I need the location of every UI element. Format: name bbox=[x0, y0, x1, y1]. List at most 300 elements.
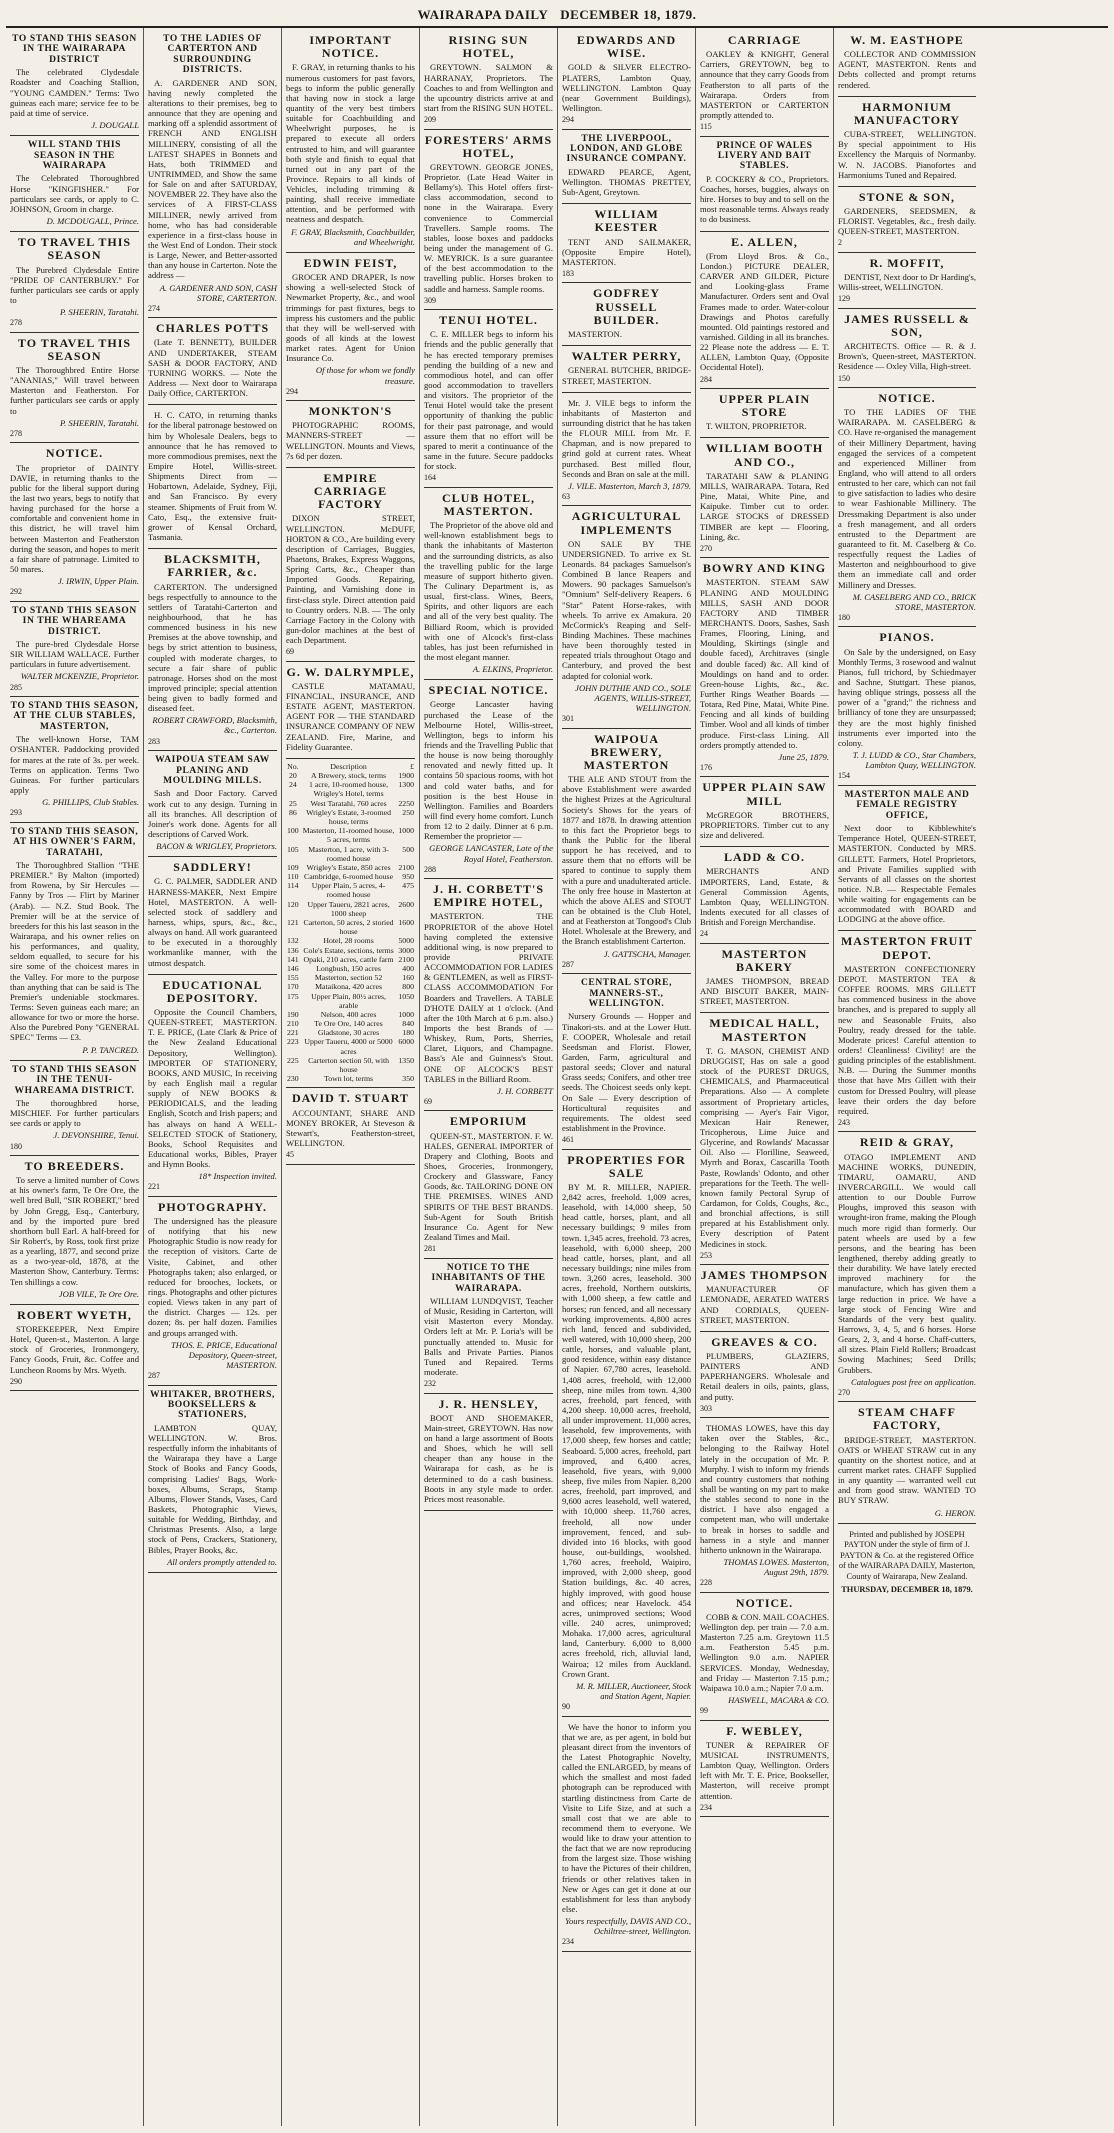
ad-number: 180 bbox=[10, 1141, 22, 1151]
ad-title: REID & GRAY, bbox=[859, 1135, 955, 1150]
column-4 bbox=[420, 28, 558, 2126]
ad-body: PLUMBERS, GLAZIERS, PAINTERS AND PAPERHANGERS. Wholesale and Retail dealers in oils, paints, glass, and putty. bbox=[700, 1351, 829, 1402]
ad-signature: A. ELKINS, Proprietor. bbox=[472, 664, 553, 675]
ad-number: 278 bbox=[10, 318, 22, 328]
table-cell: 25 bbox=[288, 798, 297, 808]
table-row bbox=[286, 1074, 415, 1083]
advertisement bbox=[700, 389, 829, 439]
table-row bbox=[286, 1028, 415, 1037]
advertisement bbox=[838, 931, 976, 1132]
masthead-date: DECEMBER 18, 1879. bbox=[560, 7, 697, 22]
advertisement bbox=[10, 1156, 139, 1305]
ad-signature: JOHN DUTHIE AND CO., SOLE AGENTS, WILLIS-STREET, WELLINGTON. bbox=[575, 682, 691, 713]
table-cell: 1900 bbox=[398, 771, 414, 781]
table-cell: Masterton, 1 acre, with 3-roomed house bbox=[308, 844, 389, 863]
table-cell: 2600 bbox=[398, 899, 414, 909]
advertisement bbox=[424, 30, 553, 130]
table-cell: 223 bbox=[287, 1037, 299, 1047]
table-row bbox=[286, 955, 415, 964]
table-cell: 5000 bbox=[398, 936, 414, 946]
table-cell: 175 bbox=[287, 991, 299, 1001]
table-row bbox=[286, 982, 415, 991]
table-row bbox=[286, 936, 415, 945]
ad-title: JAMES THOMPSON bbox=[700, 1268, 829, 1283]
advertisement bbox=[424, 680, 553, 879]
ad-body: MERCHANTS AND IMPORTERS, Land, Estate, & General Commission Agents, Lambton Quay, WELLINGTON. Indents executed for all classes of British and Foreign Merchandise. bbox=[700, 866, 829, 928]
ad-number: 63 bbox=[562, 491, 570, 501]
ad-title: R. MOFFIT, bbox=[869, 255, 945, 270]
ad-body: ON SALE BY THE UNDERSIGNED. To arrive ex St. Leonards. 84 packages Samuelson's Combined B lance Reapers and Mowers. 90 packages Samuelson's "Omnium" Self-delivery Reapers. 6 "Star" Patent Horse-rakes, with wheels. To arrive ex Amakura. 20 McCormick's Reaping and Self-Binding Machines. These machines have been thoroughly tested in repeated trials throughout Otago and Canterbury, and proved the best adapted for colonial work. bbox=[562, 538, 691, 681]
advertisement bbox=[286, 1088, 415, 1164]
table-cell: Upper Taueru, 2821 acres, 1000 sheep bbox=[307, 899, 390, 918]
table-cell: Cambridge, 6-roomed house bbox=[304, 872, 394, 882]
ad-body: T. G. MASON, CHEMIST AND DRUGGIST, Has on sale a good stock of the PUREST DRUGS, CHEMICALS, and Pharmaceutical Preparations. Also — A complete assortment of Proprietary articles, comprising — Ayer's Fair Vigor, Mexican Hair Renewer, Tricopherous, Lime Juice and Glycerine, and Rowlands' Macassar Oil. Also — Florilline, Seaweed, Myrrh and Borax, Cascarilla Tooth Paste, Rowlands' Odonto, and other preparations for the Teeth. The well-known family Pectoral Syrup of Cardamon, for Colds, Coughs, &c., and bronchial affections, is still prepared at his Establishment only. Every description of Patent Medicines in stock. bbox=[700, 1045, 829, 1249]
ad-number: 278 bbox=[10, 428, 22, 438]
advertisement bbox=[562, 1150, 691, 1717]
table-cell: 3000 bbox=[398, 945, 414, 955]
ad-number: 292 bbox=[10, 587, 22, 597]
table-cell: 1000 bbox=[398, 826, 414, 836]
table-row bbox=[286, 799, 415, 808]
advertisement bbox=[700, 558, 829, 777]
ad-signature: All orders promptly attended to. bbox=[167, 1556, 277, 1567]
ad-body: McGREGOR BROTHERS, PROPRIETORS. Timber cut to any size and delivered. bbox=[700, 809, 829, 841]
table-cell: 500 bbox=[402, 844, 414, 854]
table-cell: 6000 bbox=[398, 1037, 414, 1047]
table-cell: 1350 bbox=[398, 1055, 414, 1065]
table-cell: Upper Plain, 80½ acres, arable bbox=[311, 991, 387, 1010]
advertisement bbox=[148, 1197, 277, 1386]
table-row bbox=[286, 1056, 415, 1074]
ad-signature: JOB VILE, Te Ore Ore. bbox=[58, 1288, 139, 1299]
advertisement bbox=[700, 438, 829, 558]
advertisement bbox=[10, 232, 139, 333]
advertisement bbox=[700, 1332, 829, 1418]
ad-body: PHOTOGRAPHIC ROOMS, MANNERS-STREET — WELLINGTON. Mounts and Views, 7s 6d per dozen. bbox=[286, 420, 415, 461]
ad-body: Next door to Kibblewhite's Temperance Hotel, QUEEN-STREET, MASTERTON. Conducted by MRS. GILLETT. Farmers, Hotel Proprietors, and Private Families supplied with Servants of all classes on the shortest notice. N.B. — Respectable Females while waiting for engagements can be accommodated with BOARD and LODGING at the above office. bbox=[838, 823, 976, 925]
table-cell: Gladstone, 30 acres bbox=[317, 1028, 380, 1038]
ad-number: 270 bbox=[838, 1387, 850, 1397]
ad-title: MASTERTON BAKERY bbox=[721, 946, 808, 974]
ad-signature: J. GATTSCHA, Manager. bbox=[603, 948, 691, 959]
property-table bbox=[286, 762, 415, 1084]
ad-signature: ROBERT CRAWFORD, Blacksmith, &c., Carterton. bbox=[152, 715, 277, 736]
table-cell: 2100 bbox=[398, 862, 414, 872]
table-cell: 121 bbox=[287, 918, 299, 928]
ad-title: FORESTERS' ARMS HOTEL, bbox=[424, 132, 553, 160]
ad-title: TO TRAVEL THIS SEASON bbox=[17, 235, 132, 263]
ad-title: WHITAKER, BROTHERS, BOOKSELLERS & STATIONERS, bbox=[150, 1389, 275, 1421]
masthead bbox=[6, 4, 1108, 28]
ad-title: TO BREEDERS. bbox=[24, 1159, 125, 1173]
table-cell: Wrigley's Estate, 850 acres bbox=[306, 862, 391, 872]
advertisement bbox=[10, 697, 139, 823]
advertisement bbox=[148, 318, 277, 405]
ad-signature: T. J. LUDD & CO., Star Chambers, Lambton Quay, WELLINGTON. bbox=[852, 750, 976, 771]
ad-number: 281 bbox=[424, 1244, 436, 1254]
advertisement bbox=[10, 333, 139, 444]
ad-title: ROBERT WYETH, bbox=[17, 1307, 132, 1322]
advertisement bbox=[424, 1111, 553, 1258]
table-cell: 136 bbox=[287, 945, 299, 955]
ad-body: OAKLEY & KNIGHT, General Carriers, GREYTOWN, beg to announce that they carry Goods from Featherston to all parts of the Wairarapa. Orders from MASTERTON or CARTERTON promptly attended to. bbox=[700, 49, 829, 121]
ad-title: TO STAND THIS SEASON IN THE TENUI-WHAREAMA DISTRICT. bbox=[12, 1064, 137, 1096]
table-cell: 190 bbox=[287, 1009, 299, 1019]
table-row bbox=[286, 973, 415, 982]
table-cell: £ bbox=[410, 761, 414, 771]
ad-number: 150 bbox=[838, 373, 850, 383]
ad-number: 115 bbox=[700, 122, 712, 132]
table-cell: Upper Taueru, 4000 or 5000 acres bbox=[304, 1037, 393, 1056]
ad-title: NOTICE. bbox=[45, 446, 104, 461]
advertisement bbox=[424, 130, 553, 311]
ad-signature: J. H. CORBETT bbox=[497, 1085, 553, 1096]
ad-body: The celebrated Clydesdale Roadster and Coaching Stallion, "YOUNG CAMDEN." Terms: Two guineas each mare; service fee to be paid at time of service. bbox=[10, 67, 139, 118]
ad-signature: D. MCDOUGALL, Prince. bbox=[46, 216, 139, 227]
table-cell: Opaki, 210 acres, cattle farm bbox=[303, 954, 394, 964]
advertisement bbox=[838, 388, 976, 627]
ad-signature: GEORGE LANCASTER, Late of the Royal Hotel, Featherston. bbox=[429, 843, 553, 864]
ad-body: We have the honor to inform you that we are, as per agent, in bold but pleasant direct from the inventors of the Latest Photographic Novelty, called the ENLARGED, by means of which the smallest and most faded photograph can be reproduced with startling distinctness from Carte de Visite to Life Size, and at such a small cost that we are able to recommend them to everyone. We would like to draw your attention to the fact that we are now reproducing from the largest size. Those wishing to have the Pictures of their children, friends or other relatives taken in New or Ages can get it done at our establishment for less than anybody else. bbox=[562, 1721, 691, 1915]
ad-body: George Lancaster having purchased the Lease of the Melbourne Hotel, Willis-street, Wellington, begs to inform his friends and the Travelling Public that the house is now being thoroughly renovated and newly fitted up. It contains 50 spacious rooms, with hot and cold water baths, and for position is the best House in Wellington. Families and Boarders will find every home comfort. Lunch from 12 to 2 daily. Dinner at 6 p.m. Remember the proprietor — bbox=[424, 699, 553, 842]
table-cell: Description bbox=[330, 761, 367, 771]
ad-number: 90 bbox=[562, 1702, 570, 1712]
table-cell: 100 bbox=[287, 826, 299, 836]
ad-number: 164 bbox=[424, 473, 436, 483]
ad-body: TUNER & REPAIRER OF MUSICAL INSTRUMENTS, Lambton Quay, Wellington. Orders left with Mr. T. E. Price, Bookseller, Masterton, will receive prompt attention. bbox=[700, 1739, 829, 1801]
ad-number: 232 bbox=[424, 1379, 436, 1389]
ad-title: CENTRAL STORE, MANNERS-ST., WELLINGTON. bbox=[580, 978, 673, 1009]
table-cell: 120 bbox=[287, 899, 299, 909]
ad-number: 69 bbox=[424, 1097, 432, 1107]
table-cell: Town lot, terms bbox=[324, 1074, 374, 1084]
ad-body: CUBA-STREET, WELLINGTON. By special appointment to His Excellency the Marquis of Normanby. W. N. JACOBS. Pianofortes and Harmoniums Tuned and Repaired. bbox=[838, 129, 976, 180]
ad-body: The pure-bred Clydesdale Horse SIR WILLIAM WALLACE. Further particulars in future advertisement. bbox=[10, 638, 139, 670]
ad-title: EMPIRE CARRIAGE FACTORY bbox=[313, 470, 388, 512]
ad-number: 285 bbox=[10, 682, 22, 692]
ad-number: 287 bbox=[148, 1371, 160, 1381]
ad-title: MEDICAL HALL, MASTERTON bbox=[709, 1016, 820, 1044]
advertisement bbox=[286, 662, 415, 759]
advertisement bbox=[562, 974, 691, 1149]
advertisement bbox=[10, 443, 139, 601]
imprint-text: Printed and published by JOSEPH PAYTON under the style of firm of J. PAYTON & Co. at the registered Office of the WAIRARAPA DAILY, Masterton, County of Wairarapa, New Zealand. bbox=[838, 1529, 976, 1581]
table-row bbox=[286, 780, 415, 798]
ad-title: LADD & CO. bbox=[724, 850, 805, 865]
ad-title: GREAVES & CO. bbox=[711, 1334, 818, 1349]
ad-signature: M. CASELBERG AND CO., BRICK STORE, MASTERTON. bbox=[852, 591, 976, 612]
column-1 bbox=[6, 28, 144, 2126]
ad-body: THE ALE AND STOUT from the above Establishment were awarded the highest Prizes at the Agricultural Society's Shows for the years of 1877 and 1878. In drawing attention to this fact the Proprietor begs to thank the Public for the liberal support he has received, and to assure them that no efforts will be spared to continue to supply them with a pure and unadulterated article. The only free house in Masterton at which the above ALES and STOUT can be obtained is the Club Hotel, and at Featherston at Tongood's Club Hotel. Wholesale at the Brewery, and the Branch establishment Carterton. bbox=[562, 774, 691, 947]
advertisement bbox=[562, 130, 691, 205]
advertisement bbox=[286, 468, 415, 662]
table-cell: 1600 bbox=[398, 918, 414, 928]
ad-number: 24 bbox=[700, 929, 708, 939]
advertisement bbox=[148, 975, 277, 1197]
table-cell: 800 bbox=[402, 982, 414, 992]
advertisement bbox=[838, 97, 976, 187]
ad-title: MASTERTON MALE AND FEMALE REGISTRY OFFICE, bbox=[844, 789, 970, 821]
ad-number: 228 bbox=[700, 1578, 712, 1588]
table-cell: 141 bbox=[287, 954, 299, 964]
ad-number: 301 bbox=[562, 714, 574, 724]
table-cell: Nelson, 400 acres bbox=[320, 1009, 377, 1019]
ad-number: 283 bbox=[148, 736, 160, 746]
table-cell: Masterton, 11-roomed house, 5 acres, terms bbox=[302, 826, 395, 845]
ad-signature: J. IRWIN, Upper Plain. bbox=[58, 576, 139, 587]
table-cell: 210 bbox=[287, 1019, 299, 1029]
advertisement bbox=[424, 1394, 553, 1511]
ad-number: 234 bbox=[700, 1802, 712, 1812]
ad-title: G. W. DALRYMPLE, bbox=[286, 664, 415, 679]
ad-number: 221 bbox=[148, 1182, 160, 1192]
table-cell: 160 bbox=[402, 973, 414, 983]
table-cell: 250 bbox=[402, 807, 414, 817]
ad-signature: P. P. TANCRED. bbox=[82, 1044, 139, 1055]
table-row bbox=[286, 762, 415, 771]
advertisement bbox=[10, 30, 139, 136]
ad-body: BRIDGE-STREET, MASTERTON. OATS or WHEAT STRAW cut in any quantity on the shortest notice, and at current market rates. CHAFF Supplied in any quantity — warranted well cut and from good straw. WANTED TO BUY STRAW. bbox=[838, 1434, 976, 1506]
ad-body: BY M. R. MILLER, NAPIER. 2,842 acres, freehold. 1,009 acres, leasehold, with 14,000 sheep, 50 head cattle, horses, plant, and all necessary buildings; 9 miles from town. 1,345 acres, freehold. 73 acres, leasehold, with 6,000 sheep, 200 head cattle, horses, plant, and all necessary buildings; nine miles from town. 3,260 acres, leasehold. 300 acres, freehold, Northern outskirts, with 1,000 sheep, a few cattle and horses; run fenced, and all necessary working improvements. 4,800 acres rich land, fenced and subdivided, well watered, with 10,000 sheep, 200 cattle, horses, and valuable plant, good residence, within easy distance of Napier. 67,780 acres, leasehold. 1,408 acres, freehold, with 12,000 sheep, nine miles from town. 4,300 acres, freehold, part fenced, with 4,200 sheep. 10,000 acres, freehold, all under improvement. 11,000 acres, leasehold, few improvements, with 17,000 sheep, few horses and cattle; Seaboard. 5,000 acres, freehold, part improved, and 6,400 acres, leasehold, five years, with 9,000 sheep, five miles from Napier. 8,200 acres, freehold, part improved, and 9,600 acres leasehold, well watered, with 10,000 sheep. 11,760 acres, freehold, all now under improvement, fenced, and sub-divided into 16 blocks, with good house, out-buildings, woolshed. 1,760 acres, freehold, Waipiro, improved, with 2,000 sheep, good Station buildings, &c. 40 acres, highly improved, with good house and offices; near Havelock. 454 acres, unimproved sections; Wood ville. 240 acres, unimproved; Mohaka. 17,000 acres, agricultural land, Canterbury. 6,000 to 8,000 acres freehold, rich, alluvial land, Wairoa; 12 miles from Auckland. Crown Grant. bbox=[562, 1181, 691, 1679]
ad-number: 180 bbox=[838, 613, 850, 623]
ad-title: SADDLERY! bbox=[173, 860, 252, 875]
advertisement bbox=[286, 30, 415, 253]
table-cell: 1300 bbox=[398, 780, 414, 790]
advertisement bbox=[424, 1259, 553, 1394]
table-cell: Cole's Estate, sections, terms bbox=[303, 945, 394, 955]
ad-body: On Sale by the undersigned, on Easy Monthly Terms, 3 rosewood and walnut Pianos, full trichord, by Schiedmayer and Sachne, Stuttgart. These pianos, having oblique strings, possess all the power of a "grand;" the richness and brilliancy of tone they are unsurpassed; they are the most highly finished instruments ever imported into the colony. bbox=[838, 646, 976, 748]
ad-title: THE LIVERPOOL, LONDON, AND GLOBE INSURANCE COMPANY. bbox=[566, 133, 687, 165]
ad-title: TO THE LADIES OF CARTERTON AND SURROUNDING DISTRICTS. bbox=[163, 34, 262, 76]
ad-body: GREYTOWN. SALMON & HARRANAY, Proprietors. The Coaches to and from Wellington and the upcountry districts arrive at and start from the RISING SUN HOTEL. bbox=[424, 62, 553, 113]
ad-title: PRINCE OF WALES LIVERY AND BAIT STABLES. bbox=[716, 140, 813, 172]
ad-body: TARATAHI SAW & PLANING MILLS, WAIRARAPA. Totara, Red Pine, Matai, White Pine, and Kaipuke. Timber cut to order. LARGE STOCKS of DRESSED TIMBER are kept — Flooring, Lining, &c. bbox=[700, 470, 829, 542]
ad-body: (Late T. BENNETT), BUILDER AND UNDERTAKER, STEAM SASH & DOOR FACTORY, AND TURNING WORKS. — Note the Address — Next door to Wairarapa Daily Office, CARTERTON. bbox=[148, 337, 277, 399]
ad-body: T. WILTON, PROPRIETOR. bbox=[706, 421, 807, 432]
ad-signature: Catalogues post free on application. bbox=[851, 1376, 976, 1387]
ad-signature: J. DEVONSHIRE, Tenui. bbox=[53, 1130, 139, 1141]
ad-body: GENERAL BUTCHER, BRIDGE-STREET, MASTERTON. bbox=[562, 365, 691, 386]
ad-title: PROPERTIES FOR SALE bbox=[567, 1152, 686, 1180]
ad-body: GROCER AND DRAPER, Is now showing a well-selected Stock of Newmarket Property, &c., and wool trimmings for past fixtures, begs to impress his customers and the public that they will be well-served with goods of all kinds at the lowest market rates. Agent for Union Insurance Co. bbox=[286, 272, 415, 364]
table-cell: Carterton section 50, with house bbox=[308, 1055, 390, 1075]
ad-body: QUEEN-ST., MASTERTON. F. W. HALES, GENERAL IMPORTER of Drapery and Clothing, Boots and Shoes, Groceries, Ironmongery, Crockery and Glassware, Fancy Goods, &c. TAILORING DONE ON THE PREMISES. WINES AND SPIRITS OF THE BEST BRANDS. Sub-Agent for South British Insurance Co. Agent for New Zealand Times and Mail. bbox=[424, 1130, 553, 1243]
table-cell: West Taratahi, 760 acres bbox=[310, 798, 387, 808]
advertisement bbox=[10, 602, 139, 697]
advertisement bbox=[562, 729, 691, 975]
ad-signature: J. DOUGALL bbox=[91, 120, 139, 131]
advertisement bbox=[562, 506, 691, 728]
ad-title: WAIPOUA STEAM SAW PLANING AND MOULDING MILLS. bbox=[155, 755, 270, 786]
ad-signature: WALTER MCKENZIE, Proprietor. bbox=[20, 671, 139, 682]
ad-body: THOMAS LOWES, have this day taken over the Stables, &c., belonging to the Railway Hotel lately in the occupation of Mr. P. Murphy. I wish to inform my friends and country customers that nothing shall be wanting on my part to make the stables second to none in the district. I have also engaged a competent man, who will undertake to break in horses to saddle and harness in a style and manner hitherto unknown in the Wairarapa. bbox=[700, 1423, 829, 1555]
ad-title: TO TRAVEL THIS SEASON bbox=[17, 335, 132, 363]
ad-title: WILLIAM BOOTH AND CO., bbox=[705, 441, 824, 469]
ad-number: 293 bbox=[10, 808, 22, 818]
ad-number: 284 bbox=[700, 374, 712, 384]
ad-number: 274 bbox=[148, 303, 160, 313]
ad-title: NOTICE. bbox=[878, 391, 936, 406]
ad-title: RISING SUN HOTEL, bbox=[448, 33, 529, 61]
table-cell: Upper Plain, 5 acres, 4-roomed house bbox=[311, 881, 386, 900]
ad-signature: M. R. MILLER, Auctioneer, Stock and Station Agent, Napier. bbox=[576, 1680, 691, 1701]
ad-body: (From Lloyd Bros. & Co., London.) PICTURE DEALER, CARVER AND GILDER, Picture and Looking-glass Frame Manufacturer. Orders sent and Oval Frames made to order. Water-colour Drawings and Photos carefully mounted. Old paintings restored and varnished. Gilding in all its branches. 22 Please note the address — E. T. ALLEN, Lambton Quay, (Opposite Occidental Hotel). bbox=[700, 250, 829, 373]
advertisement bbox=[424, 310, 553, 488]
table-cell: 180 bbox=[402, 1028, 414, 1038]
table-cell: 475 bbox=[402, 881, 414, 891]
ad-title: F. WEBLEY, bbox=[726, 1723, 803, 1738]
advertisement bbox=[700, 1418, 829, 1593]
table-row bbox=[286, 808, 415, 826]
ad-title: W. M. EASTHOPE bbox=[850, 33, 964, 47]
table-cell: 20 bbox=[288, 771, 297, 781]
ad-number: 290 bbox=[10, 1376, 22, 1386]
ad-body: GARDENERS, SEEDSMEN, & FLORIST. Vegetables, &c., fresh daily. QUEEN-STREET, MASTERTON. bbox=[838, 206, 976, 237]
advertisement bbox=[286, 401, 415, 468]
ad-body: To serve a limited number of Cows at his owner's farm, Te Ore Ore, the well bred Bull, "SIR ROBERT," bred by John Gregg, Esq., Canterbury, and by the imported pure bred shorthorn bull Earl. A half-breed for Sir Robert's, by Ross, took first prize as a yearling, 1877, and second prize as a two-year-old, 1878, at the Masterton Show, Canterbury. Terms: Ten shillings a cow. bbox=[10, 1175, 139, 1287]
advertisement bbox=[424, 488, 553, 680]
ad-number: 243 bbox=[838, 1117, 850, 1127]
ad-signature: G. PHILLIPS, Club Stables. bbox=[42, 797, 139, 808]
ad-body: G. C. PALMER, SADDLER AND HARNESS-MAKER, Next Empire Hotel, MASTERTON. A well-selected stock of saddlery and harness, whips, spurs, &c., &c., always on hand. All work guaranteed to be executed in a thoroughly workmanlike manner, with the utmost despatch. bbox=[148, 876, 277, 968]
ad-title: TENUI HOTEL. bbox=[439, 313, 538, 328]
advertisement bbox=[700, 30, 829, 137]
table-row bbox=[286, 1010, 415, 1019]
ad-body: The Thoroughbred Stallion "THE PREMIER." By Malton (imported) from Rowena, by Sir Hercules — Fanny by Tros — Flirt by Mariner (Arab). — N.Z. Stud Book. The Premier will be at the service of breeders for this his last season in the Wairarapa, and his owner relies on his performances, and quality, seldom equalled, to secure for his sire some of the choicest mares in the Valley. For more to the purpose than anything that can be said is The Premier's undeniable stockmares. Terms: Seven guineas each mare; an allowance for two or more the horse. Also the Purebred Pony "GENERAL SPEC" Terms — £3. bbox=[10, 860, 139, 1043]
advertisement bbox=[562, 283, 691, 346]
imprint-date: THURSDAY, DECEMBER 18, 1879. bbox=[841, 1585, 973, 1595]
ad-number: 294 bbox=[286, 386, 298, 396]
ad-number: 294 bbox=[562, 115, 574, 125]
ad-signature: J. VILE. Masterton, March 3, 1879. bbox=[568, 480, 691, 491]
ad-body: The Proprietor of the above old and well-known establishment begs to thank the inhabitants of Masterton and the surrounding districts, as also the travelling public for the large measure of support hitherto given. The Culinary Department is, as usual, first-class. Wines, Beers, Spirits, and other liquors are each and all of the very best quality. The Billiard Room, which is provided with one of Alcock's first-class tables, has just been refurnished in the most elegant manner. bbox=[424, 520, 553, 662]
advertisement bbox=[838, 786, 976, 932]
table-cell: 170 bbox=[287, 982, 299, 992]
ad-number: 309 bbox=[424, 295, 436, 305]
column-6 bbox=[696, 28, 834, 2126]
ad-body: CASTLE MATAMAU, FINANCIAL, INSURANCE, AND ESTATE AGENT, MASTERTON. AGENT FOR — THE STANDARD INSURANCE COMPANY OF NEW ZEALAND. Fire, Marine, and Fidelity Guarantee. bbox=[286, 680, 415, 752]
table-cell: 840 bbox=[402, 1019, 414, 1029]
table-row bbox=[286, 1037, 415, 1055]
ad-signature: F. GRAY, Blacksmith, Coachbuilder, and Wheelwright. bbox=[291, 226, 415, 247]
ad-number: 129 bbox=[838, 294, 850, 304]
table-cell: 950 bbox=[402, 872, 414, 882]
ad-number: 303 bbox=[700, 1403, 712, 1413]
table-row bbox=[286, 946, 415, 955]
advertisement bbox=[700, 1013, 829, 1265]
advertisement bbox=[700, 944, 829, 1014]
advertisement bbox=[838, 627, 976, 785]
table-cell: 110 bbox=[287, 872, 299, 882]
ad-body: Nursery Grounds — Hopper and Tinakori-sts. and at the Lower Hutt. F. COOPER, Wholesale and retail Seedsman and Florist. Flower, Garden, Farm, agricultural and pastoral seeds; Clover and natural Grass seeds; Conifers, and other tree seeds. The Choicest seeds only kept. On Sale — Every description of Horticultural requisites and requirements. The oldest seed establishment in the Province. bbox=[562, 1011, 691, 1133]
ad-title: AGRICULTURAL IMPLEMENTS bbox=[571, 509, 682, 537]
advertisement bbox=[700, 137, 829, 232]
table-cell: 1050 bbox=[398, 991, 414, 1001]
ad-title: MONKTON'S bbox=[308, 404, 393, 419]
ad-body: The undersigned has the pleasure of notifying that his new Photographic Studio is now ready for the reception of visitors. Carte de Visite, Cabinet, and other Photographs taken; also enlarged, or reduced for brooches, lockets, or rings. Photographs and other pictures copied. Views taken in any part of the district. Charges — 12s. per dozen; 8s. per half dozen. Families and groups arranged with. bbox=[148, 1216, 277, 1338]
printer-imprint bbox=[838, 1524, 976, 1596]
ad-title: WILLIAM KEESTER bbox=[594, 207, 659, 235]
ad-title: WALTER PERRY, bbox=[571, 349, 682, 364]
advertisement bbox=[838, 30, 976, 97]
ad-number: 288 bbox=[424, 864, 436, 874]
advertisement bbox=[838, 1402, 976, 1524]
ad-body: H. C. CATO, in returning thanks for the liberal patronage bestowed on him by Wholesale Dealers, begs to announce that he has removed to more commodious premises, next the Empire Hotel, Willis-street. Shipments Direct from — Hobartown, Adelaide, Sydney, Fiji, and San Francisco. By every steamer. Shipments of Fruit from W. Cato, Esq., the extensive fruit-grower of Kensal Orchard, Tasmania. bbox=[148, 410, 277, 542]
table-cell: 2250 bbox=[398, 798, 414, 808]
table-cell: 1 acre, 10-roomed house, Wrigley's Hotel, terms bbox=[309, 780, 389, 799]
ad-body: WILLIAM LUNDQVIST, Teacher of Music, Residing in Carterton, will visit Masterton every Monday. Orders left at Mr. P. Loria's will be punctually attended to. Music for Balls and Private Parties. Pianos Tuned and Repaired. Terms moderate. bbox=[424, 1295, 553, 1377]
advertisement bbox=[700, 232, 829, 389]
ad-title: UPPER PLAIN STORE bbox=[718, 391, 811, 420]
ad-body: JAMES THOMPSON, BREAD AND BISCUIT BAKER, MAIN-STREET, MASTERTON. bbox=[700, 976, 829, 1007]
ad-signature: June 25, 1879. bbox=[778, 751, 829, 762]
advertisement bbox=[562, 346, 691, 392]
ad-signature: THOS. E. PRICE, Educational Depository, Queen-street, MASTERTON. bbox=[171, 1339, 277, 1371]
ad-number: 176 bbox=[700, 762, 712, 772]
ad-body: The proprietor of DAINTY DAVIE, in returning thanks to the public for the liberal support during the last two years, begs to notify that having purchased for the horse a comfortable and convenient home in this district, he will travel him between Masterton and Featherston during the season, and hopes to merit a fair share of patronage. Limited to 50 mares. bbox=[10, 462, 139, 574]
table-cell: No. bbox=[287, 761, 299, 771]
advertisement bbox=[148, 857, 277, 974]
ad-title: TO STAND THIS SEASON, AT THE CLUB STABLES, MASTERTON, bbox=[10, 700, 139, 732]
table-cell: 114 bbox=[287, 881, 299, 891]
ad-body: GOLD & SILVER ELECTRO-PLATERS, Lambton Quay, WELLINGTON. Lambton Quay (near Government Buildings), Wellington. bbox=[562, 62, 691, 113]
ad-title: JAMES RUSSELL & SON, bbox=[844, 311, 970, 339]
ad-title: NOTICE. bbox=[735, 1595, 794, 1610]
table-cell: 2100 bbox=[398, 954, 414, 964]
table-row bbox=[286, 881, 415, 899]
ad-title: PHOTOGRAPHY. bbox=[157, 1199, 267, 1214]
ad-title: BOWRY AND KING bbox=[702, 561, 827, 576]
table-cell: Carterton, 50 acres, 2 storied house bbox=[303, 918, 394, 937]
table-cell: Masterton, section 52 bbox=[314, 973, 383, 983]
table-row bbox=[286, 771, 415, 780]
table-cell: 155 bbox=[287, 973, 299, 983]
ad-number: 183 bbox=[562, 269, 574, 279]
table-row bbox=[286, 992, 415, 1010]
ad-signature: Yours respectfully, DAVIS AND CO., Ochiltree-street, Wellington. bbox=[564, 1916, 691, 1937]
advertisement bbox=[700, 1593, 829, 1721]
masthead-title: WAIRARAPA DAILY bbox=[417, 7, 549, 22]
ad-title: HARMONIUM MANUFACTORY bbox=[853, 99, 961, 127]
table-cell: A Brewery, stock, terms bbox=[311, 771, 387, 781]
ad-number: 45 bbox=[286, 1150, 294, 1160]
table-cell: 350 bbox=[402, 1074, 414, 1084]
ad-body: F. GRAY, in returning thanks to his numerous customers for past favors, begs to inform the public generally that having now in stock a large quantity of the very best timbers suitable for Coachbuilding and Wheelwright purposes, he is prepared to execute all orders entrusted to him, and will guarantee both style and finish to equal that turned out in any part of the Province. Repairs to all kinds of Vehicles, including trimming & painting, shall receive immediate attention, and be performed with neatness and despatch. bbox=[286, 62, 415, 225]
ad-body: GREYTOWN. GEORGE JONES, Proprietor. (Late Head Waiter in Bellamy's). This Hotel offers first-class accommodation, second to none in the Wairarapa. Every convenience to Commercial Travellers. Sample rooms. The stables, loose boxes and paddocks being under the management of G. W. MEYRICK. Is a sure guarantee of the best accommodation to the travelling public. Horses broken to saddle and harness. Sample rooms. bbox=[424, 161, 553, 294]
table-cell: 109 bbox=[287, 862, 299, 872]
table-cell: 400 bbox=[402, 963, 414, 973]
ad-number: 270 bbox=[700, 543, 712, 553]
ad-title: E. ALLEN, bbox=[731, 234, 798, 249]
ad-body: P. COCKERY & CO., Proprietors. Coaches, horses, buggies, always on hire. Horses to buy and to sell on the most reasonable terms. Always ready to do business. bbox=[700, 173, 829, 225]
advertisement bbox=[562, 204, 691, 283]
ad-number: 69 bbox=[286, 647, 294, 657]
advertisement bbox=[10, 823, 139, 1061]
table-row bbox=[286, 918, 415, 936]
ad-number: 461 bbox=[562, 1135, 574, 1145]
ad-body: COLLECTOR AND COMMISSION AGENT, MASTERTON. Rents and Debts collected and prompt returns rendered. bbox=[838, 49, 976, 90]
ad-title: STONE & SON, bbox=[858, 189, 956, 204]
table-cell: 1000 bbox=[398, 1009, 414, 1019]
ad-title: TO STAND THIS SEASON, AT HIS OWNER'S FARM, TARATAHI, bbox=[10, 826, 139, 858]
ad-body: EDWARD PEARCE, Agent, Wellington. THOMAS PRETTEY, Sub-Agent, Greytown. bbox=[562, 166, 691, 198]
advertisement bbox=[838, 1132, 976, 1402]
ad-body: Mr. J. VILE begs to inform the inhabitants of Masterton and surrounding district that he has taken the FLOUR MILL from Mr. F. Chapman, and is now prepared to grind gold at current rates. Wheat purchased. Best milled flour, Seconds and Bran on sale at the mill. bbox=[562, 397, 691, 479]
column-5 bbox=[558, 28, 696, 2126]
advertisement bbox=[562, 393, 691, 507]
ad-signature: Of those for whom we fondly treasure. bbox=[315, 365, 415, 386]
ad-body: ARCHITECTS. Office — R. & J. Brown's, Queen-street, MASTERTON. Residence — Oxley Villa, High-street. bbox=[838, 341, 976, 372]
